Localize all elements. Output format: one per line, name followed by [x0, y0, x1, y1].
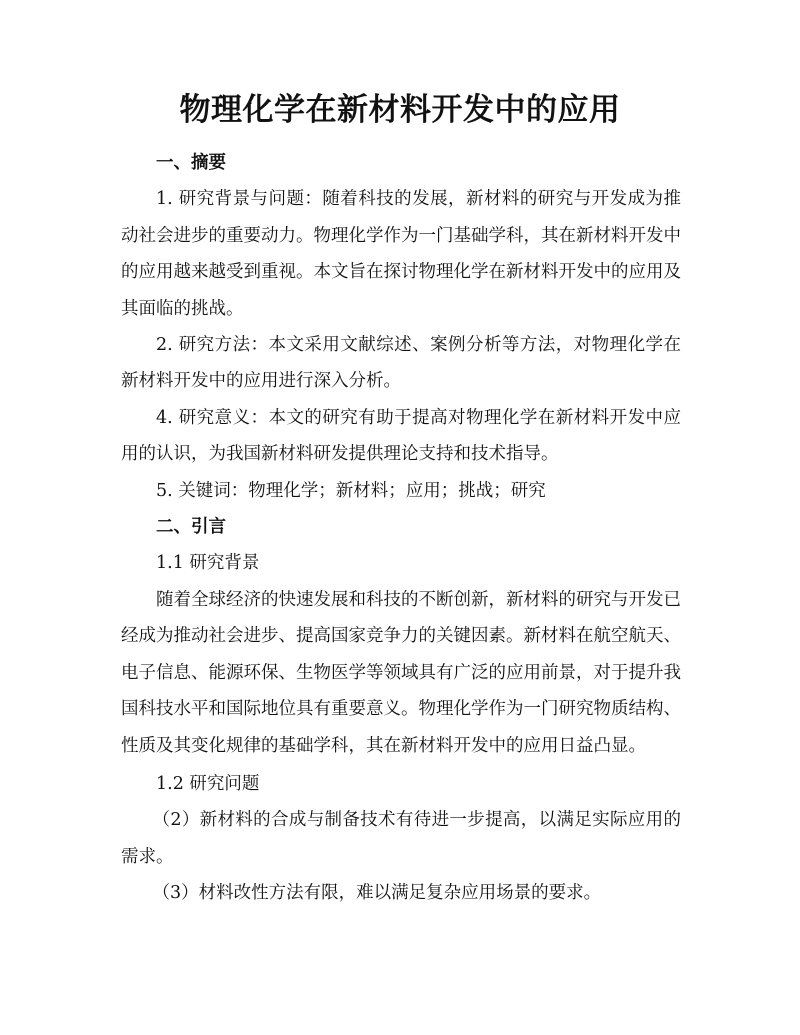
abstract-paragraph-2: 2. 研究方法：本文采用文献综述、案例分析等方法，对物理化学在新材料开发中的应用进行深入分析。: [121, 335, 681, 392]
intro-paragraph-2: （2）新材料的合成与制备技术有待进一步提高，以满足实际应用的需求。: [121, 810, 681, 867]
abstract-paragraph-3: 4. 研究意义：本文的研究有助于提高对物理化学在新材料开发中应用的认识，为我国新材料研发提供理论支持和技术指导。: [121, 407, 681, 465]
intro-subheading-problems: 1.2 研究问题: [156, 773, 260, 794]
document-title: 物理化学在新材料开发中的应用: [179, 92, 621, 128]
abstract-heading: 一、摘要: [156, 153, 226, 173]
intro-paragraph-1: 随着全球经济的快速发展和科技的不断创新，新材料的研究与开发已经成为推动社会进步、提高国家竞争力的关键因素。新材料在航空航天、电子信息、能源环保、生物医学等领域具有广泛的应用前景，对于提升我国科技水平和国际地位具有重要意义。物理化学作为一门研究物质结构、性质及其变化规律的基础学科，其在新材料开发中的应用日益凸显。: [121, 589, 681, 756]
abstract-keywords: 5. 关键词：物理化学；新材料；应用；挑战；研究: [156, 480, 546, 501]
intro-subheading-background: 1.1 研究背景: [156, 553, 260, 574]
intro-paragraph-3: （3）材料改性方法有限，难以满足复杂应用场景的要求。: [152, 883, 602, 904]
document-body: [121, 145, 681, 912]
intro-heading: 二、引言: [156, 517, 226, 538]
abstract-paragraph-1: 1. 研究背景与问题：随着科技的发展，新材料的研究与开发成为推动社会进步的重要动力。物理化学作为一门基础学科，其在新材料开发中的应用越来越受到重视。本文旨在探讨物理化学在新材料开发中的应用及其面临的挑战。: [121, 189, 681, 319]
